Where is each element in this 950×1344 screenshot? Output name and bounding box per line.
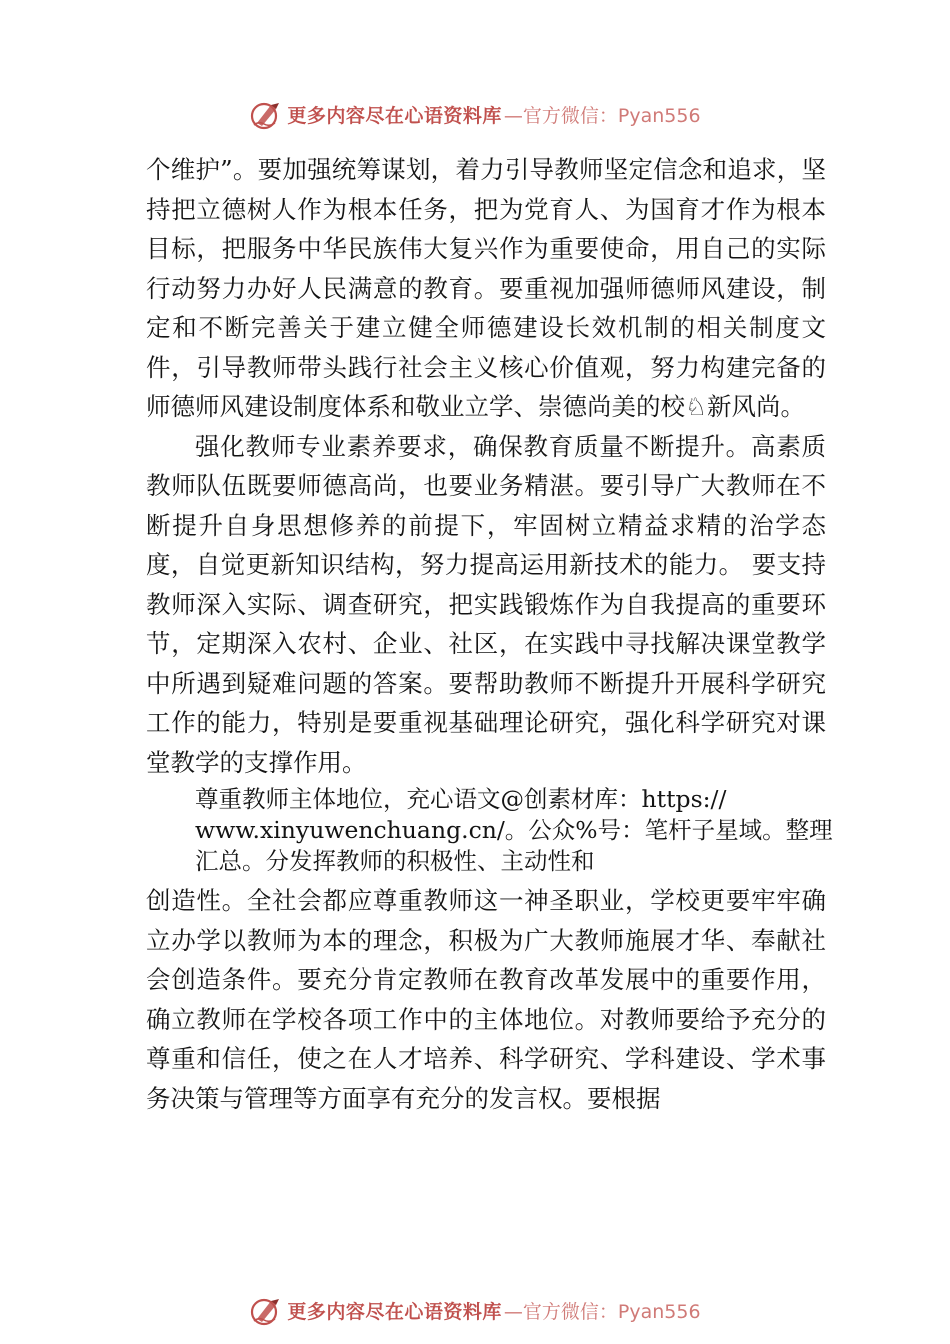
quote-line-1: 尊重教师主体地位，充心语文@创素材库：https:// bbox=[195, 785, 727, 813]
paragraph-3: 创造性。全社会都应尊重教师这一神圣职业，学校更要牢牢确立办学以教师为本的理念，积极为广大教师施展才华、奉献社会创造条件。要充分肯定教师在教育改革发展中的重要作用，确立教师在学校各项工作中的主体地位。对教师要给予充分的尊重和信任，使之在人才培养、科学研究、学科建设、学术事务决策与管理等方面享有充分的发言权。要根据 bbox=[146, 886, 826, 1113]
paragraph-1: 个维护”。要加强统筹谋划，着力引导教师坚定信念和追求，坚持把立德树人作为根本任务，把为党育人、为国育才作为根本目标，把服务中华民族伟大复兴作为重要使命，用自己的实际行动努力办好人民满意的教育。要重视加强师德师风建设，制定和不断完善关于建立健全师德建设长效机制的相关制度文件，引导教师带头践行社会主义核心价值观，努力构建完备的师德师风建设制度体系和敬业立学、崇德尚美的校♘新风尚。 bbox=[146, 155, 826, 421]
quote-line-2: www.xinyuwenchuang.cn/。公众%号：笔杆子星域。整理 bbox=[195, 816, 833, 844]
pen-logo-icon bbox=[249, 97, 283, 131]
quote-line-3: 汇总。分发挥教师的积极性、主动性和 bbox=[195, 847, 595, 875]
footer-banner-wechat: —官方微信：Pyan556 bbox=[503, 1300, 701, 1323]
footer-banner-title: 更多内容尽在心语资料库 bbox=[287, 1300, 502, 1323]
banner-wechat: —官方微信：Pyan556 bbox=[503, 104, 701, 127]
watermark-quote bbox=[195, 784, 835, 877]
document-body bbox=[146, 150, 833, 1118]
header-banner bbox=[0, 94, 950, 134]
banner-title: 更多内容尽在心语资料库 bbox=[287, 104, 502, 127]
footer-banner bbox=[0, 1290, 950, 1330]
paragraph-2: 强化教师专业素养要求，确保教育质量不断提升。高素质教师队伍既要师德高尚，也要业务精湛。要引导广大教师在不断提升自身思想修养的前提下，牢固树立精益求精的治学态度，自觉更新知识结构，努力提高运用新技术的能力。 要支持教师深入实际、调查研究，把实践锻炼作为自我提高的重要环节，定期深入农村、企业、社区，在实践中寻找解决课堂教学中所遇到疑难问题的答案。要帮助教师不断提升开展科学研究工作的能力，特别是要重视基础理论研究，强化科学研究对课堂教学的支撑作用。 bbox=[146, 431, 826, 777]
pen-logo-icon bbox=[249, 1293, 283, 1327]
